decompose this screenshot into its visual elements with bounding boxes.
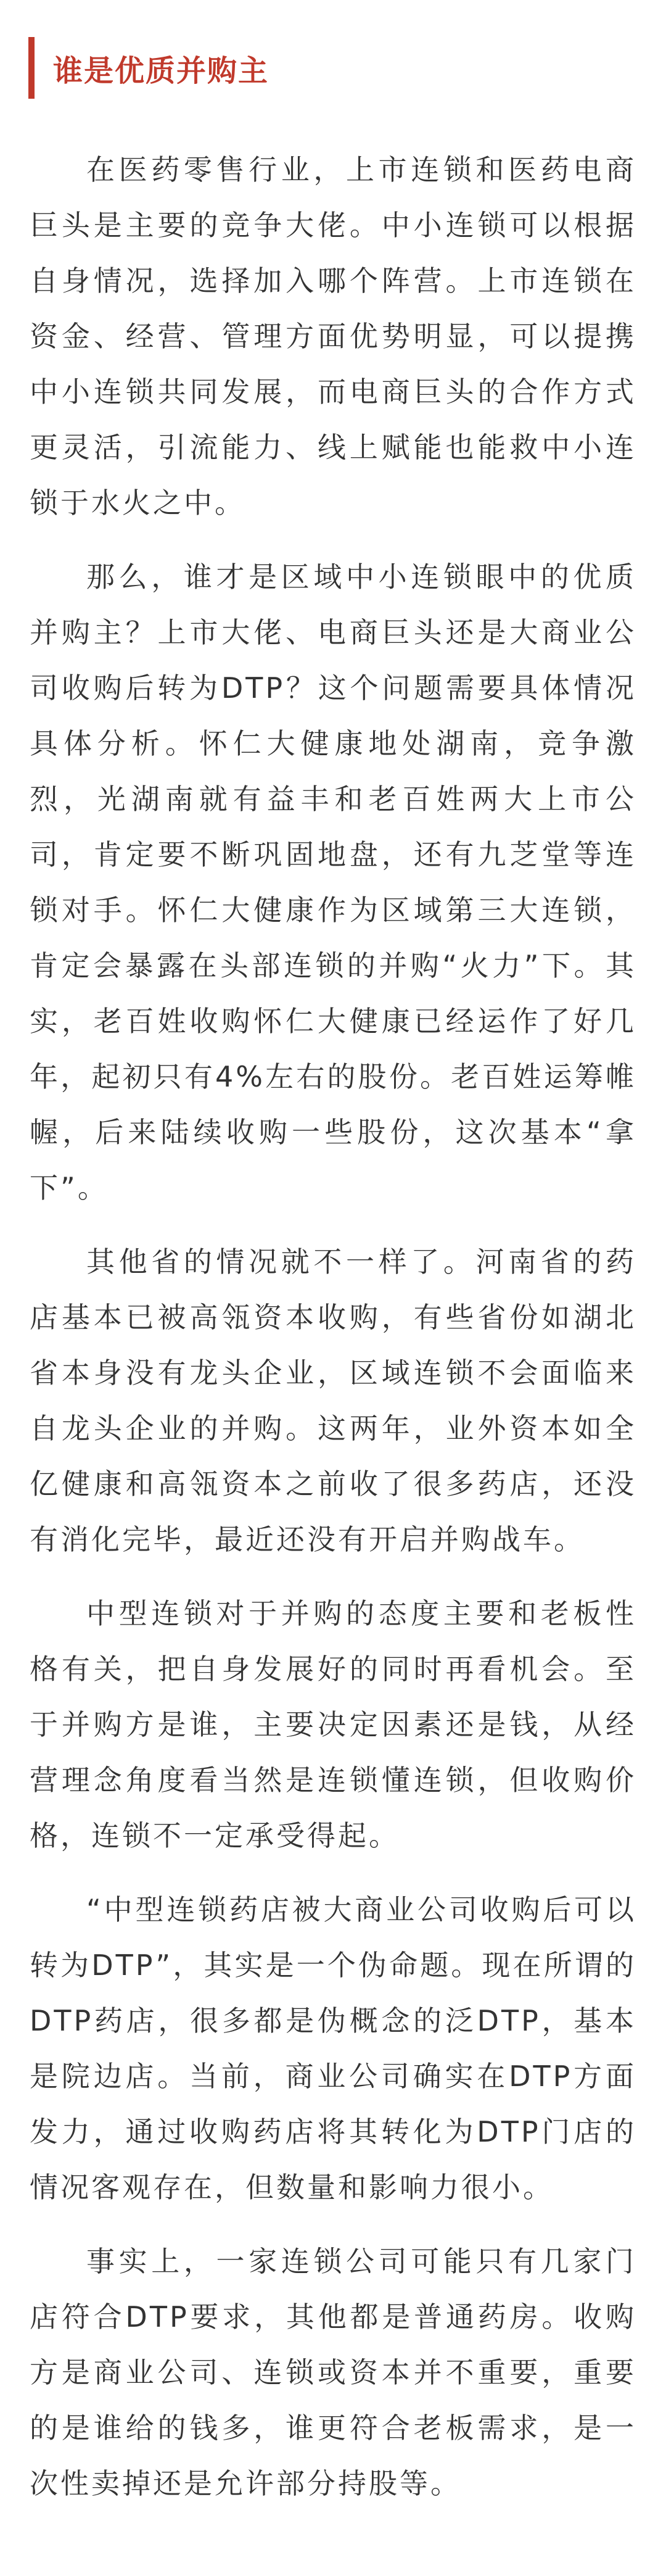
paragraph: “中型连锁药店被大商业公司收购后可以转为DTP”，其实是一个伪命题。现在所谓的DTP药店，很多都是伪概念的泛DTP，基本是院边店。当前，商业公司确实在DTP方面发力，通过收购药店将其转化为DTP门店的情况客观存在，但数量和影响力很小。: [30, 1893, 636, 2204]
paragraph: 在医药零售行业，上市连锁和医药电商巨头是主要的竞争大佬。中小连锁可以根据自身情况，选择加入哪个阵营。上市连锁在资金、经营、管理方面优势明显，可以提携中小连锁共同发展，而电商巨头的合作方式更灵活，引流能力、线上赋能也能救中小连锁于水火之中。: [30, 153, 636, 520]
section-header: [28, 37, 269, 99]
header-accent-bar: [28, 37, 35, 99]
paragraph: 事实上，一家连锁公司可能只有几家门店符合DTP要求，其他都是普通药房。收购方是商业公司、连锁或资本并不重要，重要的是谁给的钱多，谁更符合老板需求，是一次性卖掉还是允许部分持股等。: [30, 2245, 636, 2500]
paragraph: 中型连锁对于并购的态度主要和老板性格有关，把自身发展好的同时再看机会。至于并购方是谁，主要决定因素还是钱，从经营理念角度看当然是连锁懂连锁，但收购价格，连锁不一定承受得起。: [30, 1597, 636, 1852]
paragraph: 那么，谁才是区域中小连锁眼中的优质并购主？上市大佬、电商巨头还是大商业公司收购后转为DTP？这个问题需要具体情况具体分析。怀仁大健康地处湖南，竞争激烈，光湖南就有益丰和老百姓两大上市公司，肯定要不断巩固地盘，还有九芝堂等连锁对手。怀仁大健康作为区域第三大连锁，肯定会暴露在头部连锁的并购“火力”下。其实，老百姓收购怀仁大健康已经运作了好几年，起初只有4%左右的股份。老百姓运筹帷幄，后来陆续收购一些股份，这次基本“拿下”。: [30, 560, 636, 1204]
article-body: [30, 142, 636, 2530]
section-title: 谁是优质并购主: [53, 53, 269, 88]
paragraph: 其他省的情况就不一样了。河南省的药店基本已被高瓴资本收购，有些省份如湖北省本身没有龙头企业，区域连锁不会面临来自龙头企业的并购。这两年，业外资本如全亿健康和高瓴资本之前收了很多药店，还没有消化完毕，最近还没有开启并购战车。: [30, 1245, 636, 1556]
